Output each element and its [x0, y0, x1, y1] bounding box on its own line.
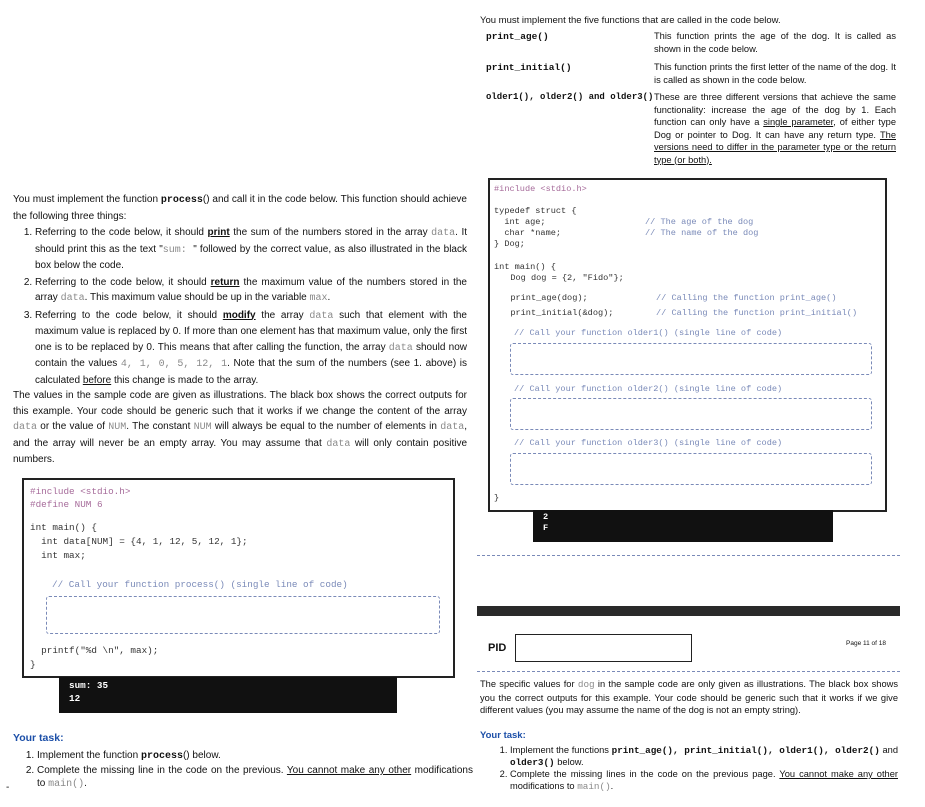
- requirement-item: 3. Referring to the code below, it should modify the array data such that element with the maximum value is replaced by 0. If more than one element has that maximum value, only the first one is to be replaced by 0. This means that after calling the function, the array data should now contain the values 4, 1, 0, 5, 12, 1. Note that the sum of the numbers (see 1. above) is calculated before this change is made to the array.: [35, 308, 467, 389]
- left-code-line: int max;: [30, 550, 86, 561]
- fn-desc-older: These are three different versions that achieve the same functionality: increase the age of the dog by 1. Each function can only have a single parameter, of either type Dog or pointer to Dog. It can have any return type. The versions need to differ in the parameter type or the return type (or both).: [654, 92, 896, 165]
- fn-desc-print-age: This function prints the age of the dog. It is called as shown in the code below.: [654, 31, 896, 54]
- fn-label-print-initial: print_initial(): [486, 62, 572, 73]
- right-task-title: Your task:: [480, 730, 526, 741]
- left-intro: You must implement the function process() and call it in the code below. This function should achieve the following three things:: [13, 194, 467, 222]
- right-code-line: typedef struct {: [494, 206, 577, 216]
- right-output-box: 2 F: [533, 510, 833, 542]
- margin-dash-mark: -: [6, 782, 10, 793]
- task-item: 2. Complete the missing line in the code on the previous. You cannot make any other modifications to main().: [37, 764, 473, 791]
- page-header-bar: [477, 606, 900, 616]
- right-code-line: #include <stdio.h>: [494, 184, 587, 194]
- page-separator-dashed: [477, 555, 900, 556]
- process-call-input-box[interactable]: [46, 596, 440, 634]
- right-code-line: } Dog;: [494, 239, 525, 249]
- older1-comment: // Call your function older1() (single line of code): [514, 328, 783, 338]
- fn-label-older: older1(), older2() and older3(): [486, 92, 654, 102]
- right-code-line: }: [494, 493, 500, 503]
- left-requirements-list: [13, 225, 467, 389]
- right-code-comment: // Calling the function print_initial(): [656, 308, 858, 318]
- right-code-line: Dog dog = {2, "Fido"};: [500, 273, 624, 283]
- left-code-line: }: [30, 659, 36, 670]
- older2-call-input-box[interactable]: [510, 398, 872, 430]
- fn-label-print-age: print_age(): [486, 31, 549, 42]
- requirement-item: 1. Referring to the code below, it should print the sum of the numbers stored in the array data. It should print this as the text "sum: " followed by the correct value, as also illustrated in the black box below the code.: [35, 225, 467, 274]
- right-code-line: char *name;: [494, 228, 562, 238]
- right-code-comment: // The age of the dog: [645, 217, 754, 227]
- right-code-comment: // Calling the function print_age(): [656, 293, 837, 303]
- task-item: 1. Implement the functions print_age(), print_initial(), older1(), older2() and older3() below.: [510, 745, 898, 768]
- right-task-list: [480, 745, 898, 793]
- left-code-line: #define NUM 6: [30, 499, 103, 510]
- left-note: The values in the sample code are given as illustrations. The black box shows the correct outputs for this example. Your code should be generic such that it works if we change the content of the array data or the value of NUM. The constant NUM will always be equal to the number of elements in data, and the array will never be an empty array. You may assume that data will only contain positive numbers.: [13, 390, 468, 465]
- left-code-line: int main() {: [30, 522, 97, 533]
- older3-comment: // Call your function older3() (single line of code): [514, 438, 783, 448]
- left-code-line: int data[NUM] = {4, 1, 12, 5, 12, 1};: [30, 536, 248, 547]
- pid-input[interactable]: [515, 634, 692, 662]
- right-note: The specific values for dog in the sample code are only given as illustrations. The black box shows you the correct outputs for this example. Your code should be generic such that it works if we give different values (you may assume the name of the dog is not an empty string).: [480, 679, 899, 715]
- right-code-comment: // The name of the dog: [645, 228, 759, 238]
- older2-comment: // Call your function older2() (single line of code): [514, 384, 783, 394]
- right-code-line: print_initial(&dog);: [500, 308, 614, 318]
- requirement-item: 2. Referring to the code below, it should return the maximum value of the numbers stored in the array data. This maximum value should be up in the variable max.: [35, 275, 467, 307]
- process-fn-name: process: [160, 195, 203, 206]
- left-code-line: printf("%d \n", max);: [30, 645, 159, 656]
- older3-call-input-box[interactable]: [510, 453, 872, 485]
- left-task-title: Your task:: [13, 732, 64, 744]
- page-separator-dashed: [477, 671, 900, 672]
- left-output-box: sum: 35 12: [59, 677, 397, 713]
- right-code-line: int main() {: [494, 262, 556, 272]
- left-code-comment: // Call your function process() (single line of code): [52, 579, 348, 590]
- right-intro: You must implement the five functions that are called in the code below.: [480, 15, 781, 26]
- pid-label: PID: [488, 642, 507, 654]
- page-number: Page 11 of 18: [846, 640, 886, 647]
- older1-call-input-box[interactable]: [510, 343, 872, 375]
- task-item: 1. Implement the function process() below.: [37, 749, 473, 763]
- fn-desc-print-initial: This function prints the first letter of the name of the dog. It is called as shown in the code below.: [654, 62, 896, 85]
- task-item: 2. Complete the missing lines in the code on the previous page. You cannot make any other modifications to main().: [510, 769, 898, 792]
- left-task-list: [13, 749, 473, 792]
- right-code-line: int age;: [494, 217, 546, 227]
- left-code-line: #include <stdio.h>: [30, 486, 131, 497]
- right-code-line: print_age(dog);: [500, 293, 588, 303]
